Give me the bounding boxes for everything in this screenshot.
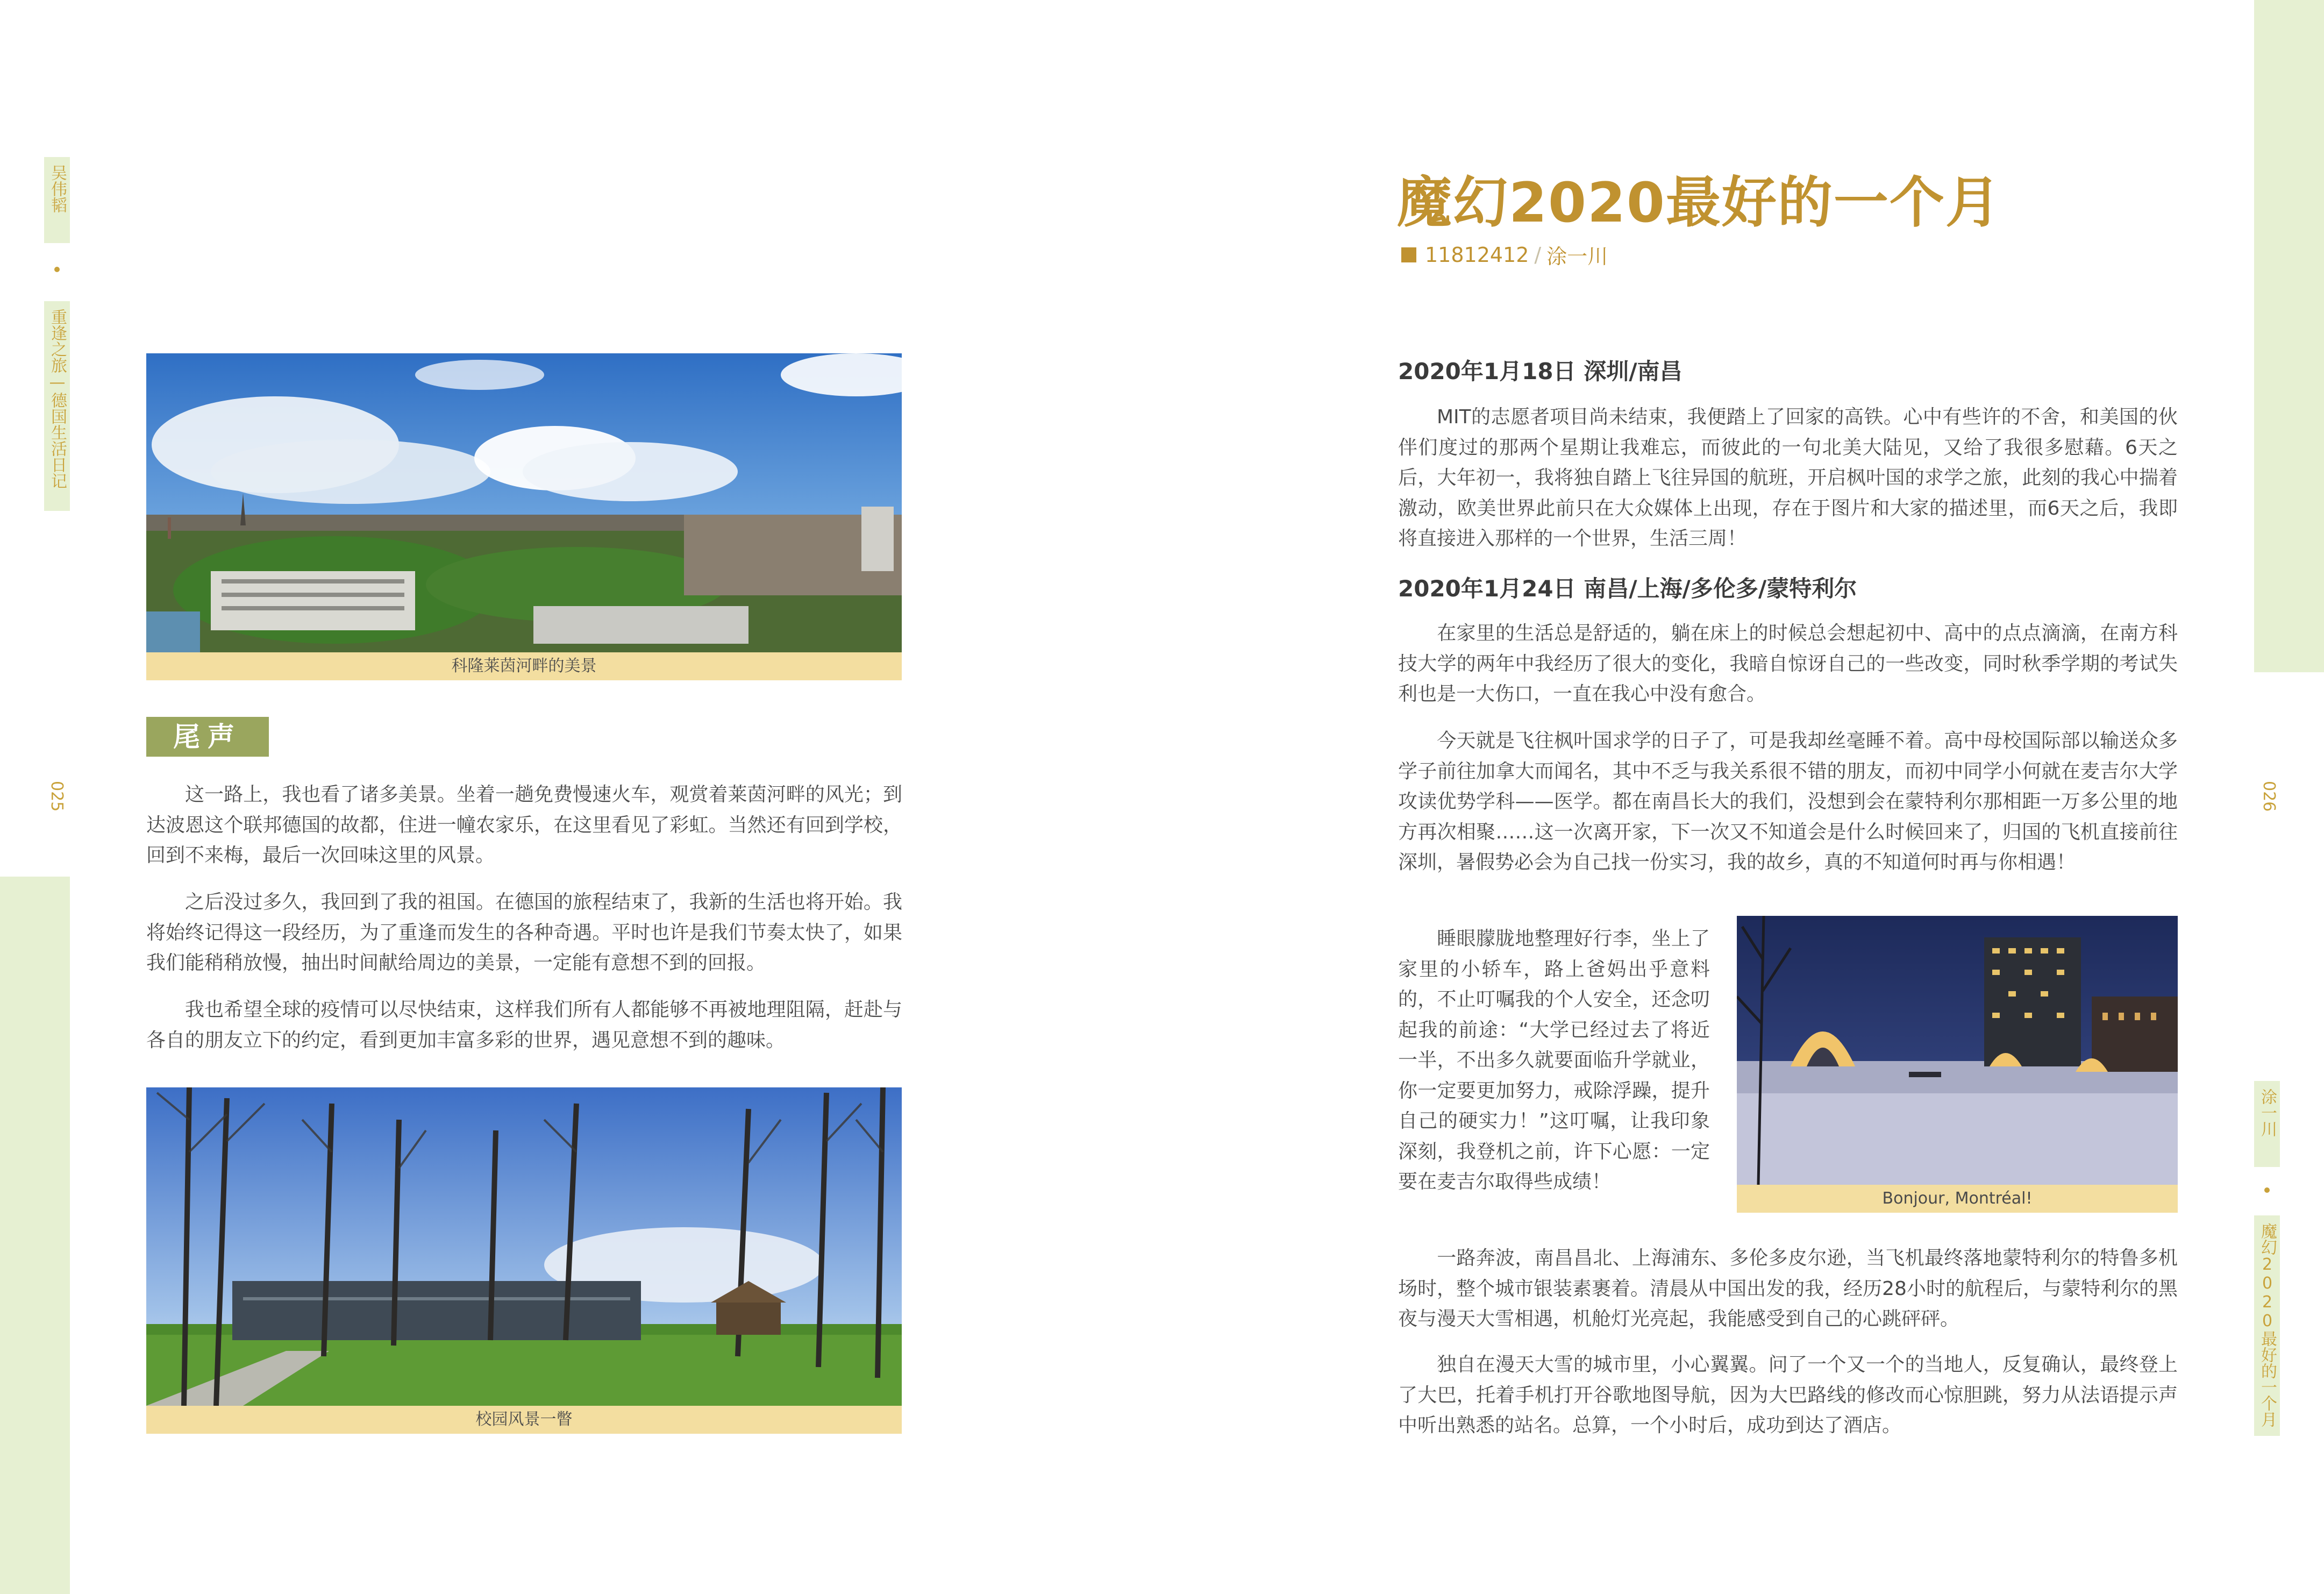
figure-campus	[146, 1087, 902, 1434]
right-paragraph-2: 在家里的生活总是舒适的，躺在床上的时候总会想起初中、高中的点点滴滴，在南方科技大学的两年中我经历了很大的变化，我暗自惊讶自己的一些改变，同时秋季学期的考试失利也是一大伤口，一直在我心中没有愈合。	[1398, 622, 2178, 705]
montreal-snow-night-photo	[1737, 916, 2178, 1185]
article-title: 魔幻2020最好的一个月	[1397, 171, 2001, 235]
left-sidebar-dot	[54, 267, 60, 272]
left-paragraph-2: 之后没过多久，我回到了我的祖国。在德国的旅程结束了，我新的生活也将开始。我将始终记得这一段经历，为了重逢而发生的各种奇遇。平时也许是我们节奏太快了，如果我们能稍稍放慢，抽出时间献给周边的美景，一定能有意想不到的回报。	[146, 891, 902, 974]
right-paragraph-5: 一路奔波，南昌昌北、上海浦东、多伦多皮尔逊，当飞机最终落地蒙特利尔的特鲁多机场时，整个城市银装素裹着。清晨从中国出发的我，经历28小时的航程后，与蒙特利尔的黑夜与漫天大雪相遇，机舱灯光亮起，我能感受到自己的心跳砰砰。	[1398, 1247, 2178, 1330]
right-page-number: 026	[2259, 781, 2278, 812]
left-sidebar-author: 吴伟韬	[44, 157, 70, 243]
right-margin-green-band	[2254, 0, 2324, 672]
right-sidebar-article: 魔幻2020最好的一个月	[2254, 1215, 2280, 1436]
figure-cologne	[146, 353, 902, 680]
date-heading-1: 2020年1月18日 深圳/南昌	[1398, 358, 1683, 385]
figure-cologne-caption: 科隆莱茵河畔的美景	[146, 652, 902, 680]
right-sidebar-author: 涂一川	[2254, 1081, 2280, 1167]
left-paragraph-3: 我也希望全球的疫情可以尽快结束，这样我们所有人都能够不再被地理阻隔，赶赴与各自的朋友立下的约定，看到更加丰富多彩的世界，遇见意想不到的趣味。	[146, 999, 902, 1051]
right-paragraph-3: 今天就是飞往枫叶国求学的日子了，可是我却丝毫睡不着。高中母校国际部以输送众多学子前往加拿大而闻名，其中不乏与我关系很不错的朋友，而初中同学小何就在麦吉尔大学攻读优势学科——医学。都在南昌长大的我们，没想到会在蒙特利尔那相距一万多公里的地方再次相聚……这一次离开家，下一次又不知道会是什么时候回来了，归国的飞机直接前往深圳，暑假势必会为自己找一份实习，我的故乡，真的不知道何时再与你相遇！	[1398, 730, 2178, 873]
author-name: 涂一川	[1546, 245, 1608, 268]
figure-montreal-caption: Bonjour, Montréal!	[1737, 1185, 2178, 1213]
figure-campus-caption: 校园风景一瞥	[146, 1406, 902, 1434]
right-paragraph-4: 睡眼朦胧地整理好行李，坐上了家里的小轿车，路上爸妈出乎意料的，不止叮嘱我的个人安全，还念叨起我的前途：“大学已经过去了将近一半，不出多久就要面临升学就业，你一定要更加努力，戒除浮躁，提升自己的硬实力！”这叮嘱，让我印象深刻，我登机之前，许下心愿：一定要在麦吉尔取得些成绩！	[1398, 928, 1710, 1193]
right-paragraph-1: MIT的志愿者项目尚未结束，我便踏上了回家的高铁。心中有些许的不舍，和美国的伙伴们度过的那两个星期让我难忘，而彼此的一句北美大陆见，又给了我很多慰藉。6天之后，大年初一，我将独自踏上飞往异国的航班，开启枫叶国的求学之旅，此刻的我心中揣着激动，欧美世界此前只在大众媒体上出现，存在于图片和大家的描述里，而6天之后，我即将直接进入那样的一个世界，生活三周！	[1398, 406, 2178, 550]
section-title: 尾声	[146, 717, 269, 757]
left-margin-green-band	[0, 877, 70, 1594]
left-page-number: 025	[47, 781, 66, 812]
article-byline	[1401, 240, 1608, 269]
date-heading-2: 2020年1月24日 南昌/上海/多伦多/蒙特利尔	[1398, 575, 1857, 602]
student-id: 11812412	[1425, 243, 1529, 267]
right-sidebar-dot	[2264, 1187, 2270, 1193]
right-paragraph-6: 独自在漫天大雪的城市里，小心翼翼。问了一个又一个的当地人，反复确认，最终登上了大巴，托着手机打开谷歌地图导航，因为大巴路线的修改而心惊胆跳，努力从法语提示声中听出熟悉的站名。总算，一个小时后，成功到达了酒店。	[1398, 1354, 2178, 1436]
figure-montreal	[1737, 916, 2178, 1213]
byline-separator: /	[1534, 243, 1542, 267]
byline-square-icon	[1401, 247, 1416, 262]
left-paragraph-1: 这一路上，我也看了诸多美景。坐着一趟免费慢速火车，观赏着莱茵河畔的风光；到达波恩这个联邦德国的故都，住进一幢农家乐，在这里看见了彩虹。当然还有回到学校，回到不来梅，最后一次回味这里的风景。	[146, 784, 902, 866]
cologne-riverside-photo	[146, 353, 902, 652]
campus-park-photo	[146, 1087, 902, 1406]
left-sidebar-article: 重逢之旅—德国生活日记	[44, 301, 70, 511]
